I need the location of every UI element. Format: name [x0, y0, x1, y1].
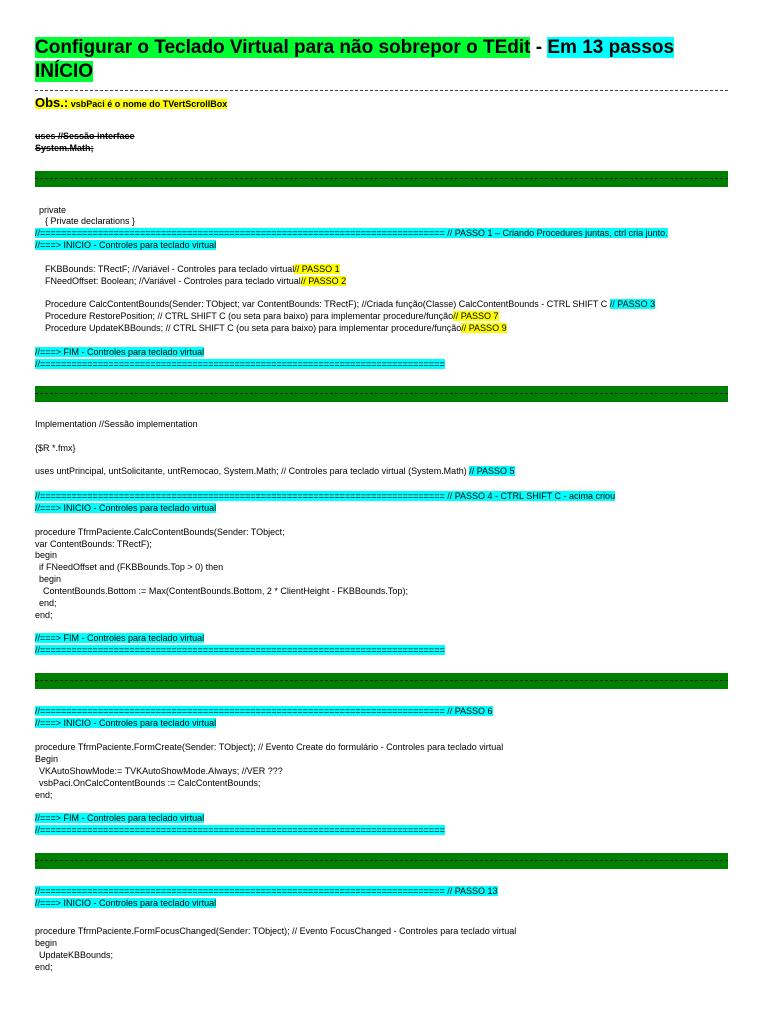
code-line: end; — [35, 962, 53, 972]
private-line: private — [39, 205, 67, 215]
page-title — [35, 36, 674, 60]
code-line: begin — [35, 938, 58, 948]
obs-text: vsbPaci é o nome do TVertScrollBox — [68, 99, 228, 109]
section-divider-bar — [35, 853, 728, 869]
code-line: VKAutoShowMode:= TVKAutoShowMode.Always; //VER ??? — [39, 766, 283, 776]
uses-implementation-code: uses untPrincipal, untSolicitante, untRemocao, System.Math; // Controles para teclado virtual (System.Math) — [35, 466, 470, 476]
title-steps: Em 13 passos — [547, 37, 675, 58]
section-divider-bar — [35, 386, 728, 402]
inicio-line — [35, 502, 216, 514]
separator-dashed — [35, 86, 728, 94]
code-line: if FNeedOffset and (FKBBounds.Top > 0) then — [39, 562, 224, 572]
fim-text: //===> FIM - Controles para teclado virtual — [35, 347, 205, 357]
equals-end-text: //============================================================================= — [35, 359, 445, 369]
private-declarations-line: { Private declarations } — [45, 216, 136, 226]
updatekbbounds-decl: Procedure UpdateKBBounds; // CTRL SHIFT C (ou seta para baixo) para implementar procedure/função — [45, 323, 462, 333]
obs-highlight — [35, 95, 228, 110]
fim-line — [35, 632, 204, 644]
code-line: vsbPaci.OnCalcContentBounds := CalcContentBounds; — [39, 778, 261, 788]
passo6-line — [35, 705, 493, 717]
fneedoffset-code: FNeedOffset: Boolean; //Variável - Controles para teclado virtual — [45, 276, 301, 286]
calccontentbounds-decl: Procedure CalcContentBounds(Sender: TObject; var ContentBounds: TRectF); //Criada função(Classe) CalcContentBounds - CTRL SHIFT C — [45, 299, 610, 309]
title-start — [35, 60, 93, 84]
passo1-text: //============================================================================= // PASSO 1 – Criando Procedures juntas, ctrl cria junto. — [35, 228, 668, 238]
fkbbounds-code: FKBBounds: TRectF; //Variável - Controles para teclado virtual — [45, 264, 295, 274]
code-line: procedure TfrmPaciente.CalcContentBounds(Sender: TObject; — [35, 527, 285, 537]
fim-line — [35, 812, 204, 824]
passo7-tag: // PASSO 7 — [453, 311, 499, 321]
code-line: Begin — [35, 754, 59, 764]
obs-note — [35, 97, 227, 110]
passo13-line — [35, 885, 498, 897]
inicio-text: //===> INICIO - Controles para teclado virtual — [35, 503, 217, 513]
equals-end-text: //============================================================================= — [35, 645, 445, 655]
equals-end-line — [35, 824, 445, 836]
code-line: end; — [35, 610, 53, 620]
uses-implementation-line — [35, 465, 515, 477]
system-math-line: System.Math; — [35, 143, 94, 153]
passo4-line — [35, 490, 615, 502]
restoreposition-decl-line — [45, 310, 499, 322]
section-divider-bar — [35, 171, 728, 187]
uses-interface-line: uses //Sessão interface — [35, 131, 135, 141]
passo3-tag: // PASSO 3 — [609, 299, 656, 309]
passo13-text: //============================================================================= // PASSO 13 — [35, 886, 498, 896]
equals-end-line — [35, 358, 445, 370]
code-line: begin — [35, 550, 58, 560]
inicio-text: //===> INICIO - Controles para teclado virtual — [35, 718, 217, 728]
code-line: procedure TfrmPaciente.FormCreate(Sender: TObject); // Evento Create do formulário - Controles para teclado virtual — [35, 742, 504, 752]
title-main: Configurar o Teclado Virtual para não sobrepor o TEdit — [35, 37, 531, 58]
fkbbounds-line — [45, 263, 340, 275]
passo5-tag: // PASSO 5 — [469, 466, 515, 476]
code-line: ContentBounds.Bottom := Max(ContentBounds.Bottom, 2 * ClientHeight - FKBBounds.Top); — [43, 586, 408, 596]
inicio-text: //===> INICIO - Controles para teclado virtual — [35, 898, 217, 908]
passo6-text: //============================================================================= // PASSO 6 — [35, 706, 493, 716]
code-line: var ContentBounds: TRectF); — [35, 539, 152, 549]
inicio-line — [35, 897, 216, 909]
code-line: begin — [39, 574, 62, 584]
passo2-tag: // PASSO 2 — [300, 276, 347, 286]
passo1-line — [35, 227, 668, 239]
fneedoffset-line — [45, 275, 346, 287]
updatekbbounds-decl-line — [45, 322, 507, 334]
code-line: end; — [35, 790, 53, 800]
obs-label: Obs.: — [35, 95, 69, 110]
code-line: procedure TfrmPaciente.FormFocusChanged(Sender: TObject); // Evento FocusChanged - Controles para teclado virtual — [35, 926, 517, 936]
passo4-text: //============================================================================= // PASSO 4 - CTRL SHIFT C - acima criou — [35, 491, 616, 501]
fim-text: //===> FIM - Controles para teclado virtual — [35, 633, 205, 643]
section-divider-bar — [35, 673, 728, 689]
fim-text: //===> FIM - Controles para teclado virtual — [35, 813, 205, 823]
inicio-line — [35, 717, 216, 729]
calccontentbounds-decl-line — [45, 298, 655, 310]
resource-directive-line: {$R *.fmx} — [35, 443, 76, 453]
equals-end-line — [35, 644, 445, 656]
equals-end-text: //============================================================================= — [35, 825, 445, 835]
code-line: end; — [39, 598, 57, 608]
title-separator: - — [530, 37, 548, 58]
passo9-tag: // PASSO 9 — [461, 323, 507, 333]
fim-line — [35, 346, 204, 358]
inicio-text: //===> INICIO - Controles para teclado virtual — [35, 240, 217, 250]
restoreposition-decl: Procedure RestorePosition; // CTRL SHIFT C (ou seta para baixo) para implementar procedure/função — [45, 311, 454, 321]
title-start-label: INÍCIO — [35, 61, 94, 82]
inicio-line — [35, 239, 216, 251]
code-line: UpdateKBBounds; — [39, 950, 114, 960]
implementation-line: Implementation //Sessão implementation — [35, 419, 198, 429]
passo1-tag: // PASSO 1 — [294, 264, 340, 274]
